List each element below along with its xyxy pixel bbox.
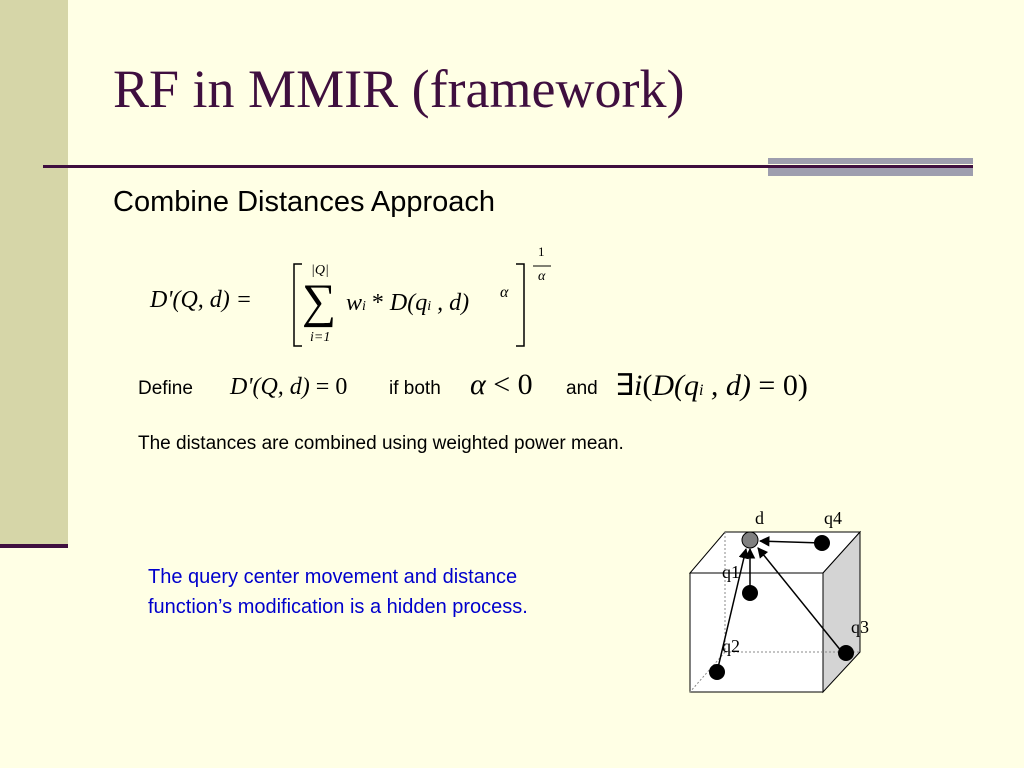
exists-condition: ∃i(D(qi , d) = 0) [615, 369, 808, 402]
define-formula: D'(Q, d) = 0 [230, 374, 348, 400]
side-bar-underline [0, 544, 68, 548]
define-label: Define [138, 378, 193, 399]
point-d [742, 532, 758, 548]
label-q1: q1 [722, 562, 740, 582]
side-bar-decoration [0, 0, 68, 544]
exponent-fraction-bar [533, 264, 553, 268]
hidden-process-text [148, 562, 528, 622]
cube-diagram [680, 500, 880, 700]
point-q3 [838, 645, 854, 661]
point-q4 [814, 535, 830, 551]
slide-subtitle: Combine Distances Approach [113, 186, 496, 218]
label-q2: q2 [722, 636, 740, 656]
alpha-condition: α < 0 [470, 368, 533, 401]
hidden-process-line-1: The query center movement and distance [148, 566, 518, 588]
slide-title: RF in MMIR (framework) [113, 59, 685, 119]
title-divider-block [768, 158, 973, 176]
point-q1 [742, 585, 758, 601]
if-both-label: if both [389, 378, 441, 399]
weighted-mean-text: The distances are combined using weighted power mean. [138, 433, 624, 454]
hidden-process-line-2: function’s modification is a hidden process. [148, 596, 528, 618]
point-q2 [709, 664, 725, 680]
and-label: and [566, 378, 598, 399]
label-q4: q4 [824, 508, 842, 528]
label-q3: q3 [851, 617, 869, 637]
label-d: d [755, 508, 764, 528]
